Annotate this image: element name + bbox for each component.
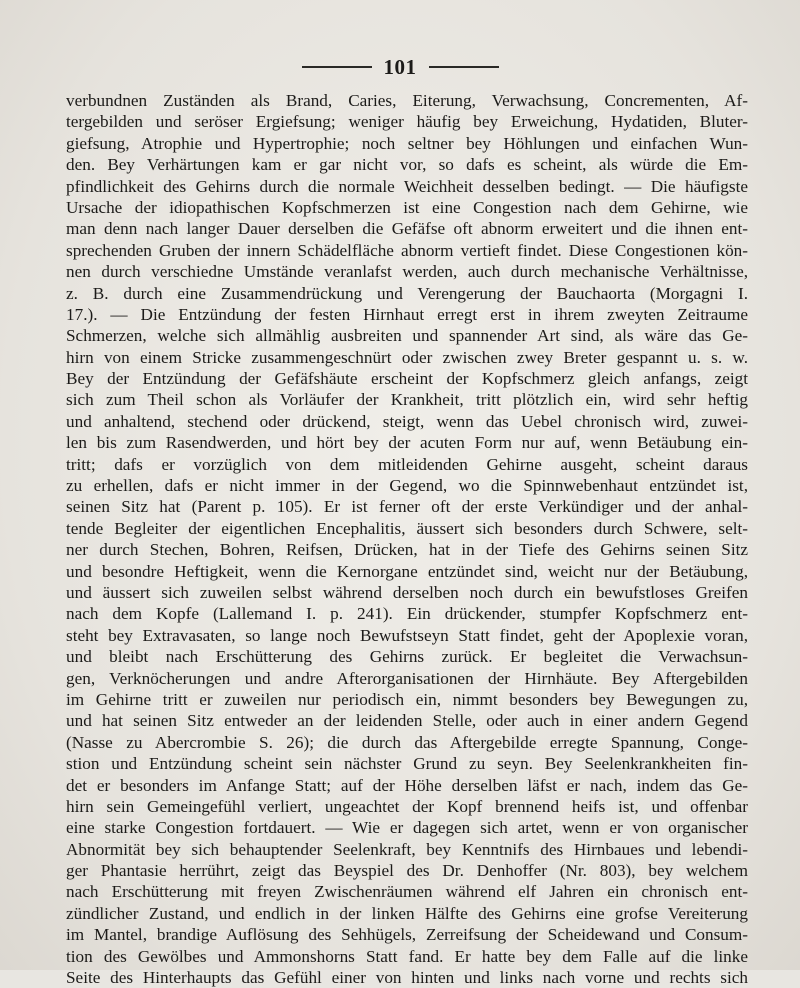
text-line: 17.). — Die Entzündung der festen Hirnhaut erregt erst in ihrem zweyten Zeitraume — [66, 304, 748, 324]
text-line: tritt; dafs er vorzüglich von dem mitleidenden Gehirne ausgeht, scheint daraus — [66, 454, 748, 474]
text-line: und hat seinen Sitz entweder an der leidenden Stelle, oder auch in einer andern Gegend — [66, 711, 748, 731]
text-line: tende Begleiter der eigentlichen Encephalitis, äussert sich besonders durch Schwere, selt- — [66, 518, 748, 538]
text-line: Seite des Hinterhaupts das Gefühl einer von hinten und links nach vorne und rechts sich — [66, 968, 748, 988]
text-line: und bleibt nach Erschütterung des Gehirns zurück. Er begleitet die Verwachsun- — [66, 647, 748, 667]
text-line: nach dem Kopfe (Lallemand I. p. 241). Ein drückender, stumpfer Kopfschmerz ent- — [66, 604, 748, 624]
text-line: pfindlichkeit des Gehirns durch die normale Weichheit desselben bedingt. — Die häufigste — [66, 176, 748, 196]
text-line: giefsung, Atrophie und Hypertrophie; noch seltner bey Höhlungen und einfachen Wun- — [66, 133, 748, 153]
text-line: stion und Entzündung scheint sein nächster Grund zu seyn. Bey Seelenkrankheiten fin- — [66, 754, 748, 774]
header-rule-left — [302, 66, 372, 68]
text-line: gen, Verknöcherungen und andre Afterorganisationen der Hirnhäute. Bey Aftergebilden — [66, 668, 748, 688]
text-line: tergebilden und seröser Ergiefsung; weniger häufig bey Erweichung, Hydatiden, Bluter- — [66, 112, 748, 132]
text-line: zündlicher Zustand, und endlich in der linken Hälfte des Gehirns eine grofse Vereiterung — [66, 903, 748, 923]
page-header — [0, 50, 800, 84]
text-line: zu erhellen, dafs er nicht immer in der Gegend, wo die Spinnwebenhaut entzündet ist, — [66, 476, 748, 496]
text-line: Bey der Entzündung der Gefäfshäute erscheint der Kopfschmerz gleich anfangs, zeigt — [66, 369, 748, 389]
text-line: len bis zum Rasendwerden, und hört bey der acuten Form nur auf, wenn Betäubung ein- — [66, 433, 748, 453]
text-line: im Gehirne tritt er zuweilen nur periodisch ein, nimmt besonders bey Bewegungen zu, — [66, 689, 748, 709]
text-line: nach Erschütterung mit freyen Zwischenräumen während elf Jahren ein chronisch ent- — [66, 882, 748, 902]
text-line: (Nasse zu Abercrombie S. 26); die durch das Aftergebilde erregte Spannung, Conge- — [66, 732, 748, 752]
text-line: verbundnen Zuständen als Brand, Caries, Eiterung, Verwachsung, Concrementen, Af- — [66, 91, 748, 110]
text-line: Ursache der idiopathischen Kopfschmerzen ist eine Congestion nach dem Gehirne, wie — [66, 197, 748, 217]
text-line: tion des Gewölbes und Ammonshorns Statt fand. Er hatte bey dem Falle auf die linke — [66, 946, 748, 966]
text-line: und besondre Heftigkeit, wenn die Kernorgane entzündet sind, weicht nur der Betäubung, — [66, 561, 748, 581]
header-rule-right — [429, 66, 499, 68]
page-number: 101 — [383, 54, 417, 79]
text-line: im Mantel, brandige Auflösung des Sehhügels, Zerreifsung der Scheidewand und Consum- — [66, 925, 748, 945]
text-line: det er besonders im Anfange Statt; auf der Höhe derselben läfst er nach, indem das Ge- — [66, 775, 748, 795]
text-line: und anhaltend, stechend oder drückend, steigt, wenn das Uebel chronisch wird, zuwei- — [66, 411, 748, 431]
text-line: ger Phantasie herrührt, zeigt das Beyspiel des Dr. Denhoffer (Nr. 803), bey welchem — [66, 861, 748, 881]
text-line: sich zum Theil schon als Vorläufer der Krankheit, tritt plötzlich ein, wird sehr heftig — [66, 390, 748, 410]
text-line: Schmerzen, welche sich allmählig ausbreiten und spannender Art sind, als wäre das Ge- — [66, 326, 748, 346]
text-line: man denn nach langer Dauer derselben die Gefäfse oft abnorm erweitert und die ihnen ent- — [66, 219, 748, 239]
text-line: seinen Sitz hat (Parent p. 105). Er ist ferner oft der erste Verkündiger und der anhal- — [66, 497, 748, 517]
body-text — [66, 90, 748, 988]
text-line: steht bey Extravasaten, so lange noch Bewufstseyn Statt findet, geht der Apoplexie voran, — [66, 625, 748, 645]
text-line: und äussert sich zuweilen selbst während derselben noch durch ein bewufstloses Greifen — [66, 582, 748, 602]
text-line: den. Bey Verhärtungen kam er gar nicht vor, so dafs es scheint, als würde die Em- — [66, 155, 748, 175]
text-line: hirn von einem Stricke zusammengeschnürt oder zwischen zwey Breter gespannt u. s. w. — [66, 347, 748, 367]
text-line: z. B. durch eine Zusammendrückung und Verengerung der Bauchaorta (Morgagni I. — [66, 283, 748, 303]
text-line: Abnormität bey sich behauptender Seelenkraft, bey Kenntnifs des Hirnbaues und lebendi- — [66, 839, 748, 859]
text-line: eine starke Congestion fortdauert. — Wie er dagegen sich artet, wenn er von organischer — [66, 818, 748, 838]
text-line: ner durch Stechen, Bohren, Reifsen, Drücken, hat in der Tiefe des Gehirns seinen Sitz — [66, 540, 748, 560]
text-line: hirn sein Gemeingefühl verliert, ungeachtet der Kopf brennend heifs ist, und offenbar — [66, 796, 748, 816]
text-line: sprechenden Gruben der innern Schädelfläche abnorm vertieft findet. Diese Congestionen kön- — [66, 240, 748, 260]
text-line: nen durch verschiedne Umstände veranlafst werden, auch durch mechanische Verhältnisse, — [66, 262, 748, 282]
